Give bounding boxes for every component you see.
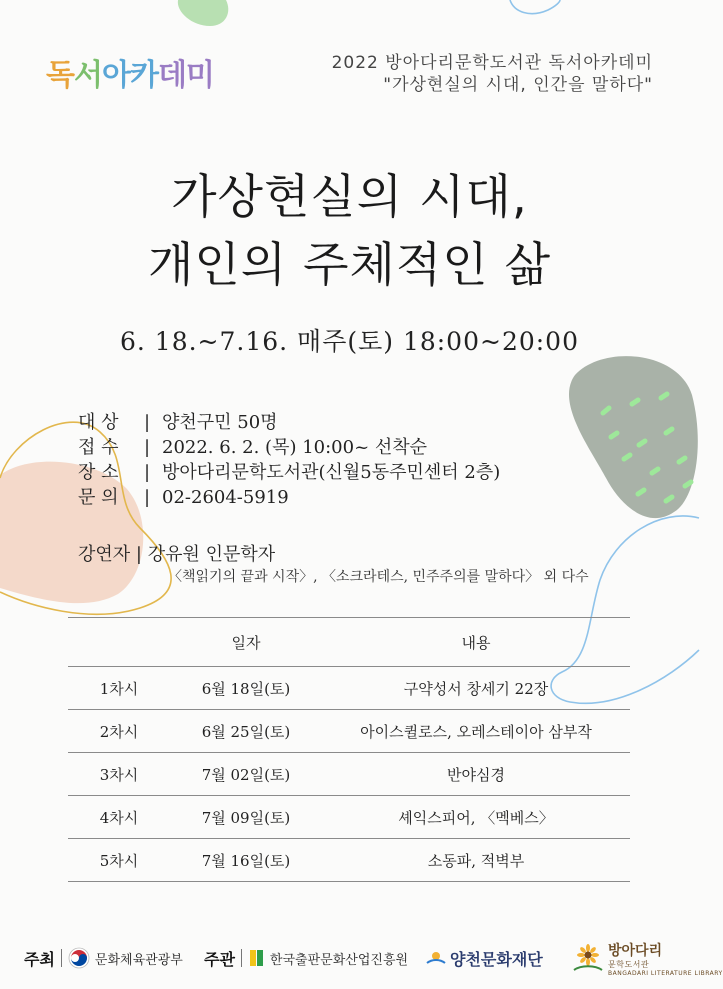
organizer-org3: 방아다리 [608,942,663,959]
table-row [68,753,630,796]
content-cell: 구약성서 창세기 22장 [322,667,630,710]
table-row [68,796,630,839]
table-row [68,667,630,710]
content-cell: 소동파, 적벽부 [322,839,630,882]
logo-part: 서 [73,58,102,93]
info-row-audience [78,410,500,435]
session-cell: 2차시 [68,710,170,753]
date-cell: 6월 18일(토) [170,667,322,710]
info-row-venue [78,460,500,485]
table-header-session [68,618,170,667]
info-label: 대 상 [78,412,119,433]
library-name [608,940,723,977]
organizer-org3-tagline: BANGADARI LITERATURE LIBRARY [608,969,723,977]
logo-part: 독 [46,58,74,93]
book-icon [248,947,266,969]
table-row [68,839,630,882]
table-header-date: 일자 [170,618,322,667]
organizer-org2: 양천문화재단 [450,949,543,969]
footer-organizer [204,938,408,978]
date-cell: 7월 16일(토) [170,839,322,882]
info-value: 방아다리문학도서관(신월5동주민센터 2층) [162,462,501,483]
session-cell: 1차시 [68,667,170,710]
sun-icon [425,948,447,968]
organizer-label: 주관 [204,949,235,969]
curriculum-table [68,617,630,882]
host-label: 주최 [24,949,55,969]
lecturer-line [78,540,275,566]
organizer-org1: 한국출판문화산업진흥원 [269,952,409,968]
content-cell: 반야심경 [322,753,630,796]
content-cell: 셰익스피어, 〈멕베스〉 [322,796,630,839]
info-label: 문 의 [78,487,119,508]
taegeuk-icon [68,947,90,969]
date-cell: 6월 25일(토) [170,710,322,753]
organizer-org3-sub: 문학도서관 [608,959,650,969]
schedule-text: 6. 18.~7.16. 매주(토) 18:00~20:00 [119,327,579,356]
info-row-registration [78,435,500,460]
footer-sponsors [0,938,723,978]
event-info [78,410,500,510]
info-value: 02-2604-5919 [162,487,289,508]
content-cell: 아이스퀼로스, 오레스테이아 삼부작 [322,710,630,753]
date-cell: 7월 09일(토) [170,796,322,839]
session-cell: 4차시 [68,796,170,839]
info-value: 2022. 6. 2. (목) 10:00~ 선착순 [162,437,428,458]
info-label: 접 수 [78,437,119,458]
academy-logo [46,50,214,94]
lecturer-name: 강유원 인문학자 [147,544,276,565]
main-title-line2: 개인의 주체적인 삶 [147,238,552,293]
top-blue-outline [510,0,560,14]
footer-organizer-library [571,938,723,978]
info-separator: | [144,462,151,483]
logo-part: 아카 [101,58,158,93]
table-row [68,710,630,753]
session-cell: 5차시 [68,839,170,882]
lecturer-separator: | [135,544,142,565]
logo-part: 데미 [157,58,214,93]
footer-host [24,938,183,978]
lecturer-works: 〈책읽기의 끝과 시작〉, 〈소크라테스, 민주주의를 말하다〉 외 다수 [168,569,589,585]
info-separator: | [144,437,151,458]
gray-blob [569,356,698,518]
info-row-contact [78,485,500,510]
footer-organizer-yangcheon [425,938,543,978]
main-title-line1: 가상현실의 시대, [171,170,528,225]
session-cell: 3차시 [68,753,170,796]
header-program-name: 2022 방아다리문학도서관 독서아카데미 [331,53,653,73]
sunflower-icon [571,943,605,973]
date-cell: 7월 02일(토) [170,753,322,796]
header-program-theme: "가상현실의 시대, 인간을 말하다" [383,75,653,95]
info-separator: | [144,412,151,433]
top-green-blob [178,0,228,26]
table-header-content: 내용 [322,618,630,667]
host-org: 문화체육관광부 [94,952,183,968]
info-label: 장 소 [78,462,119,483]
info-value: 양천구민 50명 [162,412,278,433]
info-separator: | [144,487,151,508]
footer-divider [241,949,242,967]
footer-divider [61,949,62,967]
lecturer-label: 강연자 [78,544,131,565]
table-header-row [68,618,630,667]
